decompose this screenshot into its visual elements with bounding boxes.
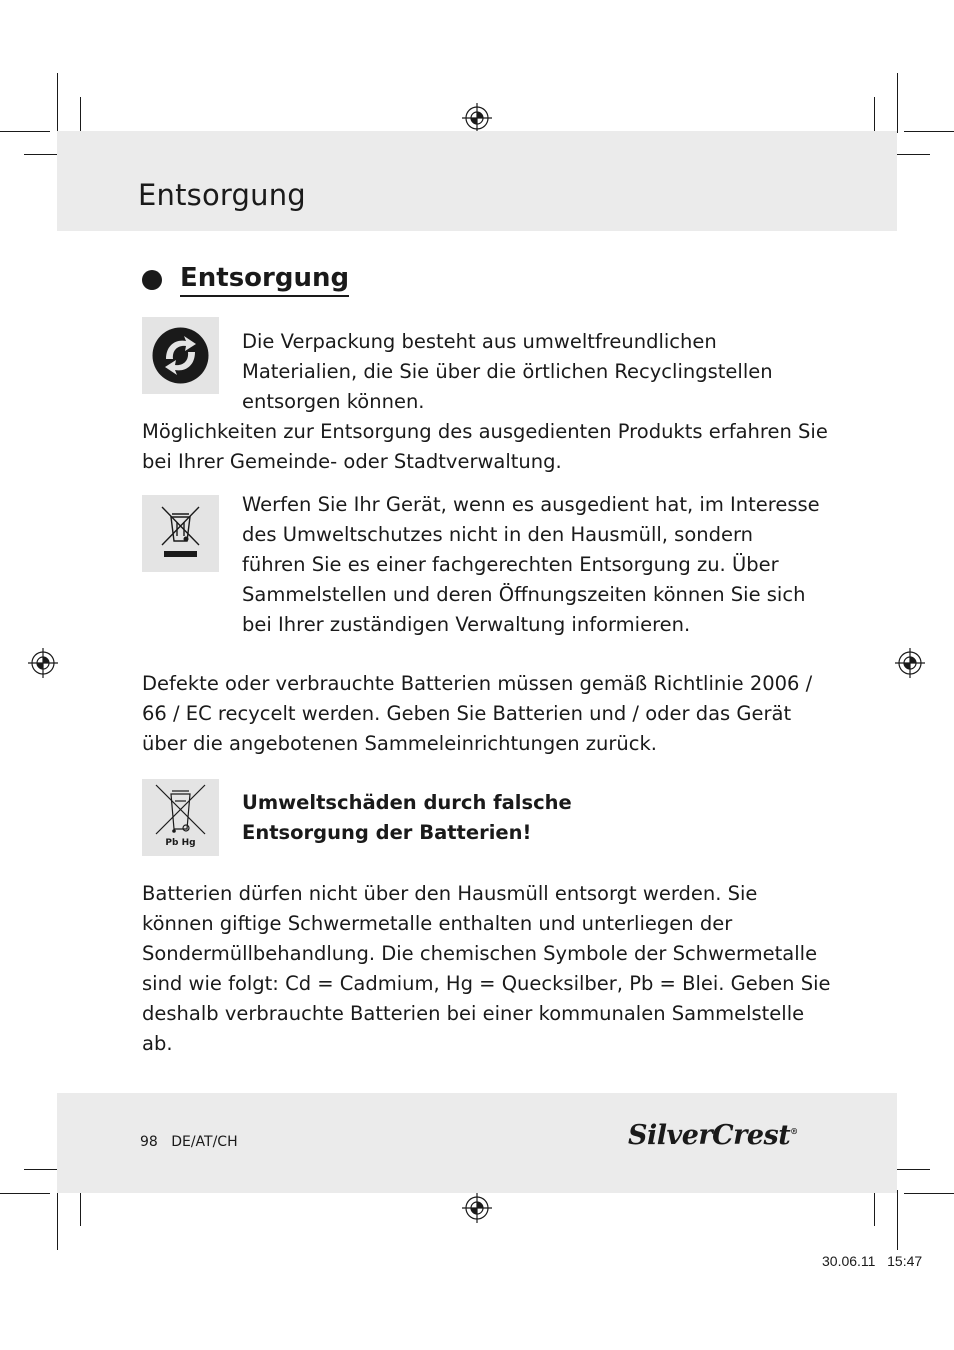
device-disposal-text: Werfen Sie Ihr Gerät, wenn es ausgedient hat, im Interesse des Umweltschutzes nicht in den Hausmüll, sondern führen Sie es einer fachgerechten Entsorgung zu. Über Sammelstellen und deren Öffnungszeiten können Sie sich bei Ihrer zuständigen Verwaltung informieren. — [242, 493, 820, 636]
print-date: 30.06.11 — [822, 1253, 876, 1269]
page-number: 98 — [140, 1134, 158, 1150]
weee-icon-box — [142, 495, 219, 572]
registration-mark-icon — [895, 648, 925, 678]
battery-icon-box — [142, 779, 219, 856]
packaging-text: Die Verpackung besteht aus umweltfreundlichen Materialien, die Sie über die örtlichen Recyclingstellen entsorgen können. — [242, 330, 773, 413]
footer-page-info — [140, 1134, 238, 1150]
battery-warning — [242, 788, 822, 848]
battery-icon-label: Pb Hg — [165, 838, 196, 848]
brand-name: SilverCrest — [628, 1120, 791, 1151]
brand-logo — [628, 1120, 798, 1151]
section-heading: Entsorgung — [180, 263, 349, 297]
warning-line-2: Entsorgung der Batterien! — [242, 821, 532, 844]
print-timestamp — [822, 1253, 922, 1269]
recycling-icon-box — [142, 317, 219, 394]
registration-mark-icon — [462, 1193, 492, 1223]
battery-info-text: Batterien dürfen nicht über den Hausmüll entsorgt werden. Sie können giftige Schwermetalle enthalten und unterliegen der Sondermüllbehandlung. Die chemischen Symbole der Schwermetalle sind wie folgt: Cd = Cadmium, Hg = Quecksilber, Pb = Blei. Geben Sie deshalb verbrauchte Batterien bei einer kommunalen Sammelstelle ab. — [142, 882, 831, 1055]
registration-mark-icon — [28, 648, 58, 678]
print-time: 15:47 — [887, 1253, 923, 1269]
crossed-bin-icon — [142, 495, 219, 572]
disposal-options-text: Möglichkeiten zur Entsorgung des ausgedienten Produkts erfahren Sie bei Ihrer Gemeinde- oder Stadtverwaltung. — [142, 420, 828, 473]
page-title: Entsorgung — [138, 178, 306, 212]
registered-mark: ® — [790, 1126, 798, 1136]
batteries-directive-text: Defekte oder verbrauchte Batterien müssen gemäß Richtlinie 2006 / 66 / EC recycelt werden. Geben Sie Batterien und / oder das Gerät über die angebotenen Sammeleinrichtungen zurück. — [142, 672, 813, 755]
locale-label: DE/AT/CH — [171, 1134, 238, 1150]
warning-line-1: Umweltschäden durch falsche — [242, 791, 572, 814]
section-bullet — [142, 270, 162, 290]
green-dot-icon — [142, 317, 219, 394]
registration-mark-icon — [462, 103, 492, 133]
